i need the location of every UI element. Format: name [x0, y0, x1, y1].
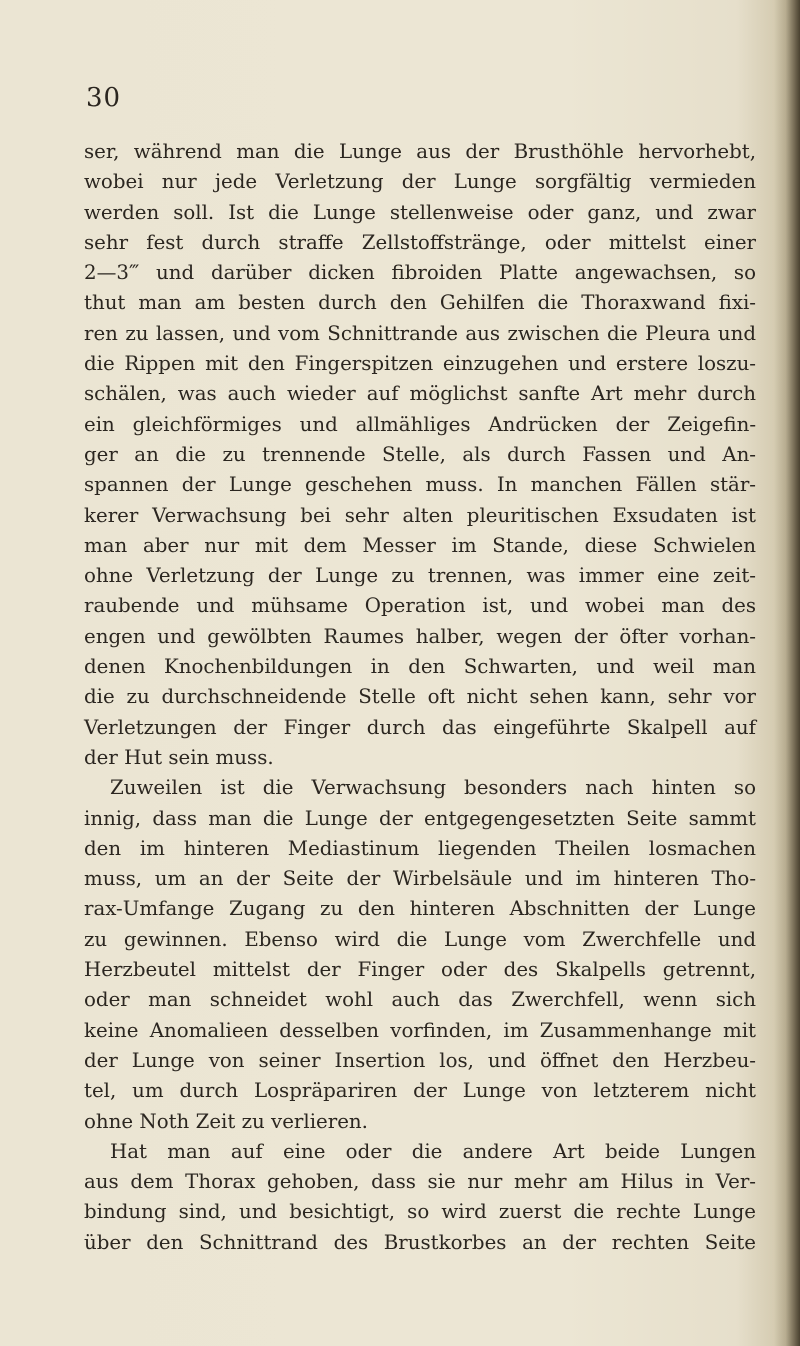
text-line: kerer Verwachsung bei sehr alten pleuritischen Exsudaten ist [84, 503, 756, 527]
text-line: ren zu lassen, und vom Schnittrande aus zwischen die Pleura und [84, 321, 756, 345]
paragraph-start-line: Zuweilen ist die Verwachsung besonders nach hinten so [110, 776, 756, 800]
text-line: oder man schneidet wohl auch das Zwerchfell, wenn sich [84, 988, 756, 1012]
text-line: den im hinteren Mediastinum liegenden Theilen losmachen [84, 836, 756, 860]
text-line: keine Anomalieen desselben vorfinden, im Zusammenhange mit [84, 1018, 756, 1042]
text-line: ser, während man die Lunge aus der Brusthöhle hervorhebt, [84, 140, 756, 163]
text-line: werden soll. Ist die Lunge stellenweise oder ganz, und zwar [84, 200, 756, 224]
text-line: Verletzungen der Finger durch das eingeführte Skalpell auf [84, 715, 756, 739]
text-line: man aber nur mit dem Messer im Stande, diese Schwielen [84, 533, 756, 557]
paragraph-start-line: Hat man auf eine oder die andere Art beide Lungen [110, 1139, 756, 1163]
body-text [84, 137, 756, 1258]
text-line: der Lunge von seiner Insertion los, und öffnet den Herzbeu- [84, 1048, 756, 1072]
text-line: die zu durchschneidende Stelle oft nicht sehen kann, sehr vor [84, 685, 756, 709]
text-line: ein gleichförmiges und allmähliges Andrücken der Zeigefin- [84, 412, 756, 436]
text-line: zu gewinnen. Ebenso wird die Lunge vom Zwerchfelle und [84, 927, 756, 951]
text-line: ger an die zu trennende Stelle, als durch Fassen und An- [84, 442, 756, 466]
text-line: spannen der Lunge geschehen muss. In manchen Fällen stär- [84, 473, 756, 497]
text-line: sehr fest durch straffe Zellstoffstränge, oder mittelst einer [84, 230, 756, 254]
text-line: denen Knochenbildungen in den Schwarten, und weil man [84, 655, 756, 679]
page-number: 30 [86, 83, 122, 113]
text-line: schälen, was auch wieder auf möglichst sanfte Art mehr durch [84, 382, 756, 406]
text-line: innig, dass man die Lunge der entgegengesetzten Seite sammt [84, 806, 756, 830]
paragraph-end-line: der Hut sein muss. [84, 745, 274, 769]
text-line: 2—3‴ und darüber dicken fibroiden Platte angewachsen, so [84, 261, 756, 285]
text-line: bindung sind, und besichtigt, so wird zuerst die rechte Lunge [84, 1200, 756, 1224]
text-line: wobei nur jede Verletzung der Lunge sorgfältig vermieden [84, 170, 756, 194]
text-line: aus dem Thorax gehoben, dass sie nur mehr am Hilus in Ver- [84, 1170, 756, 1194]
text-line: muss, um an der Seite der Wirbelsäule und im hinteren Tho- [84, 867, 756, 891]
text-line: ohne Verletzung der Lunge zu trennen, was immer eine zeit- [84, 564, 756, 588]
page-gutter-shadow [774, 0, 800, 1346]
paragraph-end-line: ohne Noth Zeit zu verlieren. [84, 1109, 368, 1133]
text-line: die Rippen mit den Fingerspitzen einzugehen und erstere loszu- [84, 352, 756, 376]
text-line: über den Schnittrand des Brustkorbes an der rechten Seite [84, 1230, 756, 1254]
text-line: Herzbeutel mittelst der Finger oder des Skalpells getrennt, [84, 958, 756, 982]
text-line: tel, um durch Lospräpariren der Lunge von letzterem nicht [84, 1079, 756, 1103]
text-line: engen und gewölbten Raumes halber, wegen der öfter vorhan- [84, 624, 756, 648]
text-line: rax-Umfange Zugang zu den hinteren Abschnitten der Lunge [84, 897, 756, 921]
text-line: raubende und mühsame Operation ist, und wobei man des [84, 594, 756, 618]
text-line: thut man am besten durch den Gehilfen die Thoraxwand fixi- [84, 291, 756, 315]
